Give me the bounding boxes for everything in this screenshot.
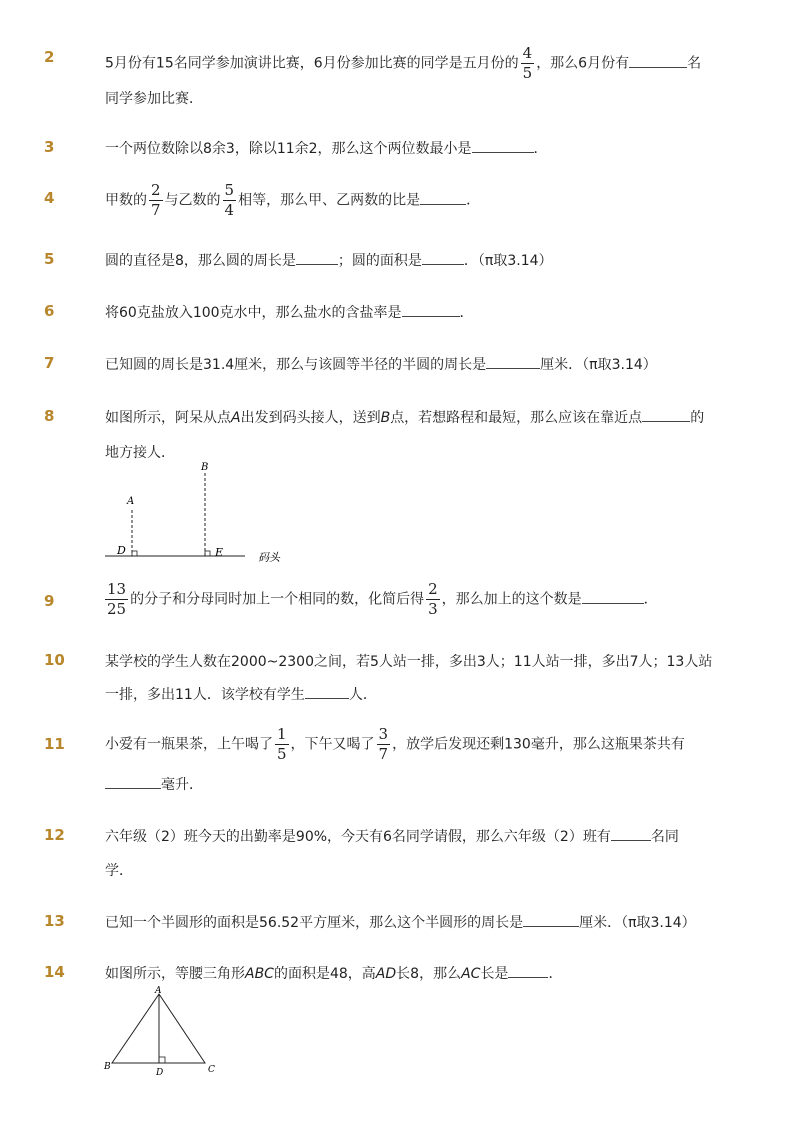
question-number: 6 [44, 302, 55, 320]
label-A: A [127, 496, 135, 507]
text: ． [466, 192, 481, 209]
question-number: 8 [44, 407, 55, 425]
label-C: C [208, 1065, 215, 1075]
answer-blank[interactable] [422, 250, 464, 265]
text: ，那么加上的这个数是 [441, 591, 582, 608]
question-text [105, 46, 701, 81]
fraction [223, 183, 237, 218]
text: ，那么6月份有 [536, 55, 630, 72]
label-B: B [104, 1062, 111, 1072]
question-number: 11 [44, 735, 65, 753]
answer-blank[interactable] [296, 250, 338, 265]
question-number: 7 [44, 354, 55, 372]
right-angle-D [159, 1057, 165, 1063]
label-A: A [155, 986, 162, 996]
denominator: 3 [428, 600, 438, 618]
question-number: 4 [44, 189, 55, 207]
point-label: A [231, 410, 241, 426]
text: ，下午又喝了 [290, 736, 375, 753]
text: 长8，那么 [396, 966, 462, 982]
question-text [105, 138, 548, 158]
text: 相等，那么甲、乙两数的比是 [238, 192, 421, 209]
label-D: D [156, 1068, 164, 1078]
text: 一个两位数除以8余3，除以11余2，那么这个两位数最小是 [105, 141, 472, 157]
numerator: 3 [378, 725, 389, 743]
answer-blank[interactable] [611, 826, 651, 841]
numerator: 2 [428, 580, 438, 598]
text: ．（π取3.14） [463, 253, 553, 269]
text: 毫升． [161, 777, 203, 793]
text: 长是 [480, 966, 509, 982]
right-angle-D [132, 551, 137, 556]
right-angle-E [205, 551, 210, 556]
text: 人． [348, 687, 377, 703]
text: 如图所示，阿呆从点 [105, 410, 231, 426]
label-D: D [117, 544, 126, 557]
question-text-line2 [105, 774, 203, 794]
text: 小爱有一瓶果茶，上午喝了 [105, 736, 273, 753]
dock-figure [100, 458, 300, 568]
answer-blank[interactable] [420, 190, 466, 205]
text: ． [533, 141, 548, 157]
answer-blank[interactable] [486, 354, 540, 369]
question-text [105, 302, 474, 322]
text: 已知圆的周长是31.4厘米，那么与该圆等半径的半圆的周长是 [105, 357, 487, 373]
text: ． [643, 591, 658, 608]
answer-blank[interactable] [642, 407, 690, 422]
question-number: 3 [44, 138, 55, 156]
numerator: 5 [224, 181, 235, 199]
question-text [105, 183, 480, 218]
answer-blank[interactable] [402, 302, 460, 317]
denominator: 7 [151, 201, 161, 219]
question-text: 某学校的学生人数在2000~2300之间，若5人站一排，多出3人；11人站一排，多出7人；13人站 [105, 654, 713, 670]
question-number: 13 [44, 912, 65, 930]
numerator: 13 [107, 580, 127, 598]
question-text [105, 912, 696, 932]
question-number: 12 [44, 826, 65, 844]
question-text-line2: 学． [105, 863, 133, 879]
fraction [426, 582, 440, 617]
text: 甲数的 [105, 192, 147, 209]
answer-blank[interactable] [629, 53, 687, 68]
text: 如图所示，等腰三角形 [105, 966, 245, 982]
label-B: B [201, 462, 209, 473]
text: 的面积是48，高 [273, 966, 376, 982]
question-text [105, 407, 704, 427]
answer-blank[interactable] [523, 912, 579, 927]
text: 厘米．（π取3.14） [579, 915, 696, 931]
question-number: 10 [44, 651, 65, 669]
question-number: 5 [44, 250, 55, 268]
segment-name: AC [461, 966, 481, 982]
denominator: 7 [378, 745, 389, 763]
text: ，放学后发现还剩130毫升，那么这瓶果茶共有 [392, 736, 685, 753]
text: ． [459, 305, 474, 321]
question-text [103, 582, 658, 617]
point-label: B [380, 410, 391, 426]
question-text [105, 727, 685, 762]
text: 名 [687, 55, 702, 72]
denominator: 4 [224, 201, 235, 219]
text: 名同 [650, 829, 679, 845]
fraction [149, 183, 163, 218]
question-number: 9 [44, 592, 55, 610]
numerator: 1 [277, 725, 287, 743]
label-dock: 码头 [258, 551, 280, 564]
text: 与乙数的 [164, 192, 221, 209]
answer-blank[interactable] [508, 963, 548, 978]
triangle-name: ABC [245, 966, 274, 982]
numerator: 2 [151, 181, 161, 199]
question-text [105, 354, 657, 374]
text: 的 [690, 410, 705, 426]
text: 一排，多出11人．该学校有学生 [105, 687, 305, 703]
question-number: 14 [44, 963, 65, 981]
fraction [521, 46, 535, 81]
answer-blank[interactable] [305, 684, 349, 699]
fraction [275, 727, 289, 762]
question-text-line2: 地方接人． [105, 445, 175, 461]
text: 圆的直径是8，那么圆的周长是 [105, 253, 296, 269]
question-number: 2 [44, 48, 55, 66]
question-text [105, 963, 562, 983]
text: ；圆的面积是 [337, 253, 422, 269]
text: 点，若想路程和最短，那么应该在靠近点 [390, 410, 643, 426]
question-text-line2 [105, 684, 377, 704]
label-E: E [215, 546, 224, 559]
answer-blank[interactable] [582, 589, 644, 604]
fraction [377, 727, 391, 762]
triangle-figure [100, 985, 230, 1080]
text: 厘米．（π取3.14） [540, 357, 657, 373]
denominator: 5 [277, 745, 287, 763]
numerator: 4 [522, 44, 533, 62]
text: 的分子和分母同时加上一个相同的数，化简后得 [130, 591, 425, 608]
denominator: 5 [522, 64, 533, 82]
question-text-line2: 同学参加比赛． [105, 91, 203, 107]
question-text [105, 250, 553, 270]
text: 已知一个半圆形的面积是56.52平方厘米，那么这个半圆形的周长是 [105, 915, 524, 931]
text: 5月份有15名同学参加演讲比赛，6月份参加比赛的同学是五月份的 [105, 55, 519, 72]
segment-name: AD [375, 966, 397, 982]
text: 六年级（2）班今天的出勤率是90%，今天有6名同学请假，那么六年级（2）班有 [105, 829, 611, 845]
denominator: 25 [107, 600, 127, 618]
text: ． [548, 966, 563, 982]
question-text [105, 826, 679, 846]
fraction [105, 582, 128, 617]
text: 出发到码头接人，送到 [240, 410, 381, 426]
answer-blank[interactable] [472, 138, 534, 153]
answer-blank[interactable] [105, 774, 161, 789]
text: 将60克盐放入100克水中，那么盐水的含盐率是 [105, 305, 402, 321]
